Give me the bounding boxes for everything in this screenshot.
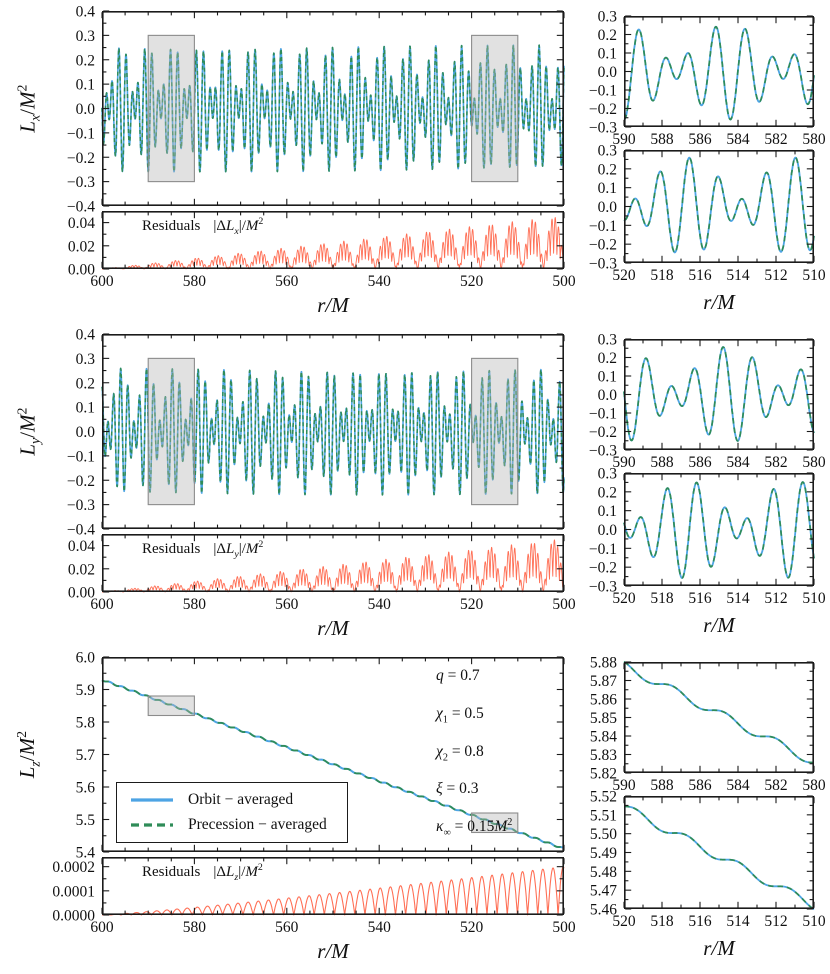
y-tick-label: 0.3 [75, 350, 95, 368]
y-tick-label: 0.0 [597, 199, 617, 216]
y-tick-label: 5.49 [589, 845, 617, 862]
y-tick-label: 5.4 [75, 844, 95, 862]
x-tick-label: 582 [764, 777, 788, 794]
x-tick-label: 500 [552, 919, 576, 936]
inset-x-axis-label-lx: r/M [703, 290, 735, 314]
y-tick-label: 0.02 [67, 238, 95, 256]
x-tick-label: 500 [552, 273, 576, 290]
y-tick-label: −0.1 [588, 405, 617, 423]
x-tick-label: 510 [802, 590, 826, 607]
annotation-line: $\chi_2 = 0.8$ [436, 742, 484, 763]
y-axis-label-text: $L_y/M^2$ [14, 407, 43, 456]
inset-x-axis-label-ly: r/M [703, 613, 735, 637]
y-tick-label: −0.1 [588, 217, 617, 235]
y-axis-label-ly [0, 334, 58, 529]
residual-label-ly: Residuals $|\Delta L_y|/M^2$ [142, 539, 264, 560]
x-tick-label: 586 [688, 777, 712, 794]
y-axis-label-text: $L_x/M^2$ [14, 84, 43, 133]
y-tick-label: 0.2 [75, 52, 95, 70]
precession-averaged-curve-inset [624, 482, 814, 578]
zoom-region-box [472, 358, 518, 504]
x-tick-label: 516 [688, 267, 712, 284]
x-tick-label: 584 [726, 131, 750, 148]
x-axis-label-lz: r/M [317, 939, 349, 963]
x-tick-label: 584 [726, 777, 750, 794]
x-tick-label: 512 [764, 590, 788, 607]
y-tick-label: 5.47 [589, 882, 617, 900]
x-tick-label: 520 [612, 267, 636, 284]
x-tick-label: 580 [182, 273, 207, 290]
y-tick-label: −0.4 [66, 198, 95, 216]
x-tick-label: 580 [182, 919, 207, 936]
zoom-region-box [472, 35, 518, 181]
y-tick-label: −0.1 [66, 125, 95, 143]
y-tick-label: 0.2 [597, 484, 617, 502]
x-tick-label: 586 [688, 131, 712, 148]
x-tick-label: 520 [612, 913, 636, 930]
x-tick-label: 588 [650, 454, 674, 471]
x-tick-label: 590 [612, 454, 636, 471]
x-tick-label: 520 [459, 596, 484, 613]
annotation-line: $\chi_1 = 0.5$ [436, 704, 484, 725]
y-tick-label: −0.2 [588, 559, 617, 577]
precession-averaged-curve-inset [624, 806, 814, 909]
y-tick-label: 0.4 [75, 326, 95, 344]
legend-item [129, 816, 327, 834]
x-tick-label: 582 [764, 131, 788, 148]
x-axis-label-lx: r/M [317, 293, 349, 317]
x-tick-label: 590 [612, 777, 636, 794]
y-tick-label: 5.82 [589, 765, 617, 783]
x-tick-label: 514 [726, 590, 750, 607]
y-tick-label: −0.2 [66, 472, 95, 490]
main-plot-ly [66, 326, 564, 539]
y-axis-label-text: $L_z/M^2$ [14, 730, 43, 779]
x-tick-label: 516 [688, 590, 712, 607]
x-tick-label: 560 [275, 596, 299, 613]
x-tick-label: 518 [650, 590, 674, 607]
y-tick-label: 0.2 [597, 161, 617, 179]
x-tick-label: 586 [688, 454, 712, 471]
annotation-line: ξ = 0.3 [436, 780, 479, 798]
y-tick-label: 5.5 [75, 812, 95, 829]
x-tick-label: 540 [367, 273, 391, 290]
zoom-region-box [148, 358, 194, 504]
legend-sample-line [129, 796, 175, 804]
y-tick-label: 0.0000 [52, 907, 95, 925]
x-tick-label: 518 [650, 267, 674, 284]
annotations [436, 658, 512, 847]
y-tick-label: 5.7 [75, 747, 95, 764]
y-tick-label: 6.0 [75, 649, 95, 667]
y-tick-label: 5.6 [75, 779, 95, 797]
y-tick-label: 0.1 [597, 180, 617, 198]
legend-sample-line [129, 821, 175, 829]
row-ly [0, 326, 830, 657]
y-tick-label: −0.3 [66, 497, 95, 515]
x-tick-label: 518 [650, 913, 674, 930]
orbit-averaged-curve-inset [624, 27, 814, 120]
y-axis-label-lx [0, 11, 58, 206]
y-tick-label: 0.0 [597, 522, 617, 539]
y-tick-label: 0.1 [75, 399, 95, 417]
annotation-line: $\kappa_\infty = 0.15M^2$ [436, 817, 513, 839]
x-tick-label: 582 [764, 454, 788, 471]
x-tick-label: 500 [552, 596, 576, 613]
legend-label: Orbit − averaged [188, 791, 294, 808]
x-tick-label: 580 [802, 777, 826, 794]
x-tick-label: 588 [650, 777, 674, 794]
y-tick-label: 0.1 [597, 503, 617, 521]
x-tick-label: 514 [726, 913, 750, 930]
x-tick-label: 512 [764, 267, 788, 284]
y-tick-label: −0.4 [66, 521, 95, 539]
x-tick-label: 580 [802, 454, 826, 471]
y-tick-label: 0.2 [75, 375, 95, 393]
y-tick-label: 0.2 [597, 27, 617, 44]
y-tick-label: −0.1 [66, 448, 95, 466]
y-tick-label: 5.86 [589, 691, 617, 709]
row-lz [0, 649, 830, 974]
y-tick-label: 5.46 [589, 901, 617, 919]
y-tick-label: 5.50 [589, 826, 617, 844]
inset-x-axis-label-lz: r/M [703, 936, 735, 960]
main-plot-lx [66, 3, 564, 216]
row-lx [0, 3, 830, 334]
y-tick-label: 0.02 [67, 561, 95, 579]
inset-plot-lz-590-580 [589, 654, 826, 794]
legend-box [116, 782, 348, 843]
x-tick-label: 512 [764, 913, 788, 930]
precession-averaged-curve-inset [624, 662, 814, 763]
y-tick-label: −0.3 [66, 174, 95, 192]
x-tick-label: 520 [459, 919, 484, 936]
residual-label-lx: Residuals $|\Delta L_x|/M^2$ [142, 216, 264, 237]
y-tick-label: 5.87 [589, 673, 617, 690]
y-tick-label: 0.1 [597, 45, 617, 63]
y-tick-label: −0.3 [588, 442, 617, 460]
zoom-region-box [148, 696, 194, 716]
x-tick-label: 580 [802, 131, 826, 148]
y-tick-label: −0.2 [588, 424, 617, 441]
y-tick-label: 0.0 [75, 424, 95, 441]
y-tick-label: 0.04 [67, 215, 95, 233]
y-tick-label: −0.2 [588, 236, 617, 254]
y-tick-label: 5.83 [589, 747, 617, 764]
x-tick-label: 514 [726, 267, 750, 284]
legend-item [129, 791, 327, 809]
orbit-averaged-curve-inset [624, 806, 814, 909]
y-tick-label: 5.8 [75, 714, 95, 732]
y-tick-label: 0.0 [75, 101, 95, 118]
y-tick-label: −0.2 [66, 149, 95, 167]
x-tick-label: 516 [688, 913, 712, 930]
y-tick-label: 0.3 [597, 331, 617, 349]
x-tick-label: 510 [802, 913, 826, 930]
inset-plot-lx-520-510 [588, 142, 826, 284]
y-tick-label: 0.0001 [52, 883, 95, 901]
x-tick-label: 510 [802, 267, 826, 284]
y-tick-label: −0.1 [588, 82, 617, 100]
x-tick-label: 588 [650, 131, 674, 148]
inset-plot-lz-520-510 [589, 788, 826, 930]
x-tick-label: 520 [459, 273, 484, 290]
zoom-region-box [148, 35, 194, 181]
y-tick-label: 5.88 [589, 654, 617, 672]
y-tick-label: 0.3 [597, 142, 617, 160]
y-tick-label: −0.3 [588, 255, 617, 273]
y-tick-label: 0.3 [597, 8, 617, 26]
y-axis-label-lz [0, 657, 58, 852]
x-tick-label: 520 [612, 590, 636, 607]
inset-plot-ly-590-580 [588, 331, 826, 471]
inset-plot-lx-590-580 [588, 8, 826, 148]
y-tick-label: 0.0 [597, 64, 617, 81]
x-tick-label: 560 [275, 919, 299, 936]
y-tick-label: −0.1 [588, 540, 617, 558]
y-tick-label: 0.1 [75, 76, 95, 94]
y-tick-label: 0.4 [75, 3, 95, 21]
y-tick-label: 0.0 [597, 387, 617, 404]
y-tick-label: 5.51 [589, 807, 617, 825]
y-tick-label: −0.2 [588, 101, 617, 118]
y-tick-label: 0.3 [75, 27, 95, 45]
x-axis-label-ly: r/M [317, 616, 349, 640]
x-tick-label: 560 [275, 273, 299, 290]
residual-label-lz: Residuals $|\Delta L_z|/M^2$ [142, 862, 263, 883]
orbit-averaged-curve-inset [624, 662, 814, 763]
y-tick-label: 0.2 [597, 350, 617, 367]
x-tick-label: 540 [367, 919, 391, 936]
inset-plot-ly-520-510 [588, 465, 826, 607]
y-tick-label: 5.84 [589, 728, 617, 746]
y-tick-label: −0.3 [588, 119, 617, 137]
y-tick-label: 0.00 [67, 261, 95, 279]
y-tick-label: 5.48 [589, 863, 617, 881]
orbit-averaged-curve-inset [624, 347, 814, 441]
y-tick-label: 0.00 [67, 584, 95, 602]
x-tick-label: 584 [726, 454, 750, 471]
y-tick-label: 5.85 [589, 710, 617, 727]
y-tick-label: 5.52 [589, 788, 617, 806]
y-tick-label: −0.3 [588, 578, 617, 596]
legend-label: Precession − averaged [188, 816, 327, 833]
annotation-line: q = 0.7 [436, 667, 480, 685]
x-tick-label: 600 [90, 273, 114, 290]
y-tick-label: 0.1 [597, 368, 617, 386]
x-tick-label: 600 [90, 596, 114, 613]
x-tick-label: 540 [367, 596, 391, 613]
axes-frame [625, 663, 813, 772]
x-tick-label: 580 [182, 596, 207, 613]
y-tick-label: 0.04 [67, 538, 95, 556]
y-tick-label: 0.0002 [52, 859, 95, 877]
x-tick-label: 600 [90, 919, 114, 936]
axes-frame [625, 797, 813, 908]
x-tick-label: 590 [612, 131, 636, 148]
y-tick-label: 5.9 [75, 682, 95, 699]
y-tick-label: 0.3 [597, 465, 617, 483]
